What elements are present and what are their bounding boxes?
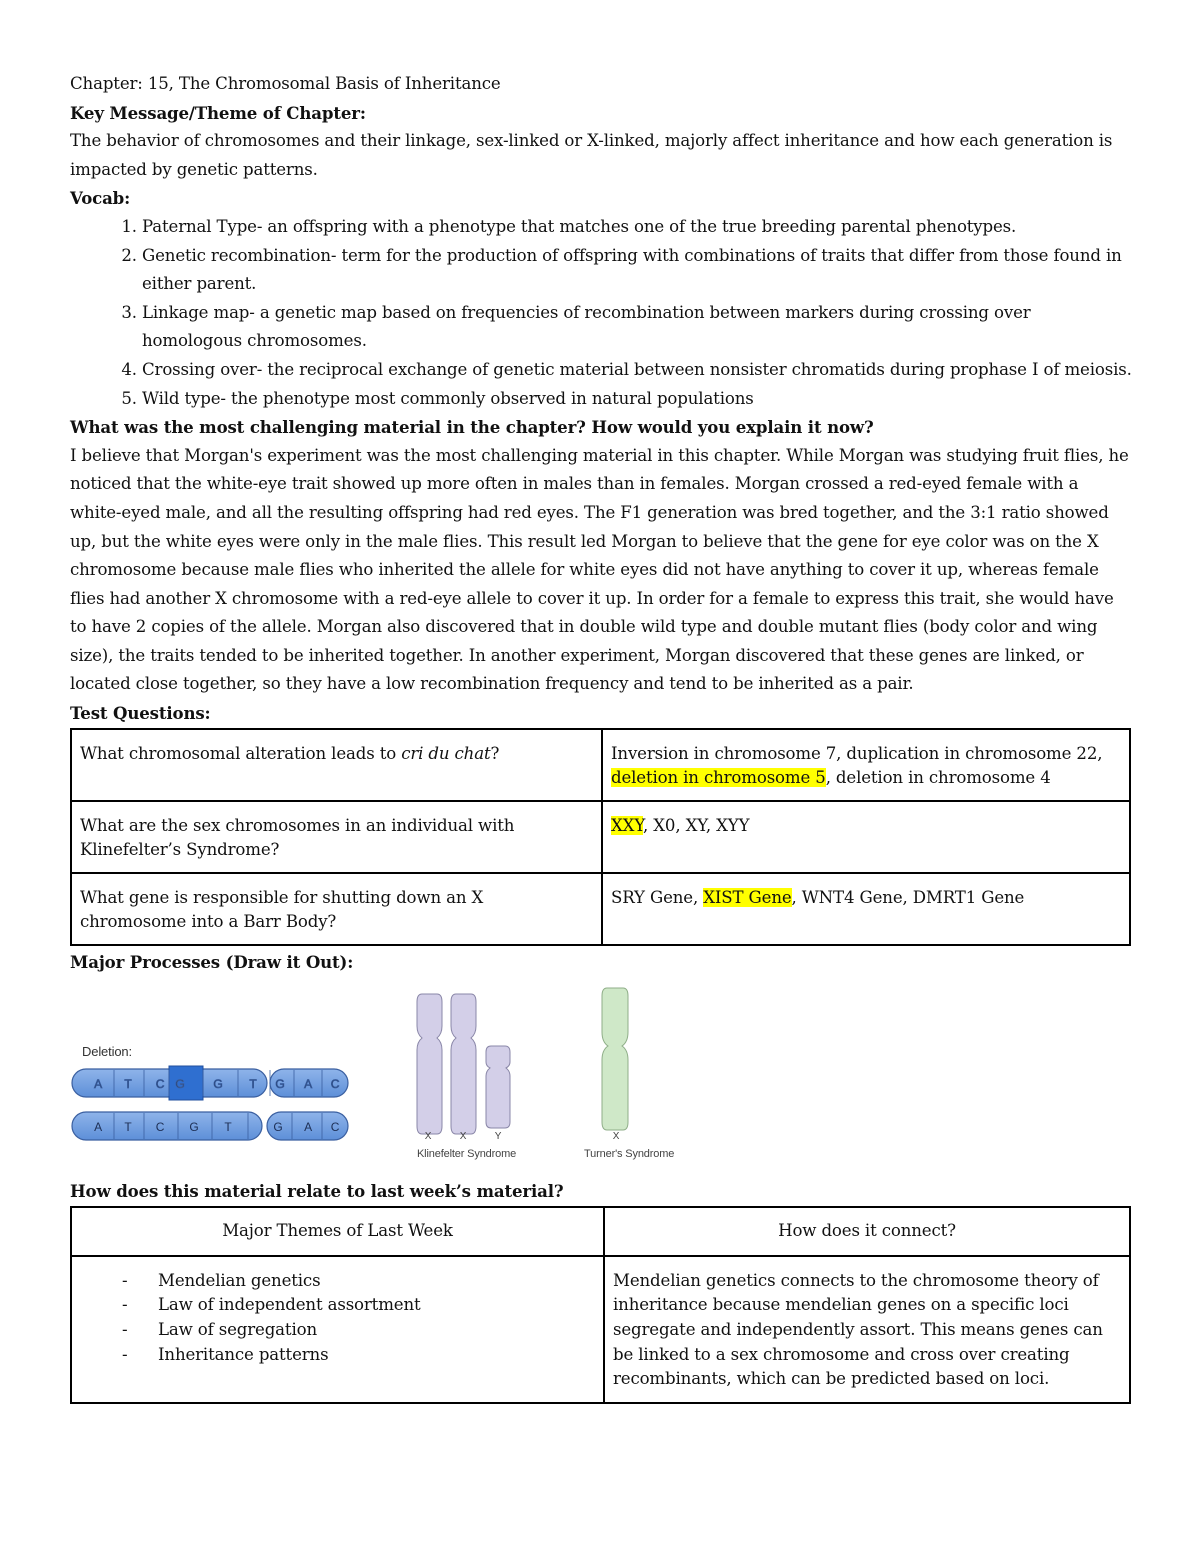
question-cell: What gene is responsible for shutting down an X chromosome into a Barr Body?	[71, 873, 602, 945]
x-label: X	[459, 1131, 467, 1143]
base-letter: C	[330, 1120, 340, 1135]
table-row	[71, 873, 1130, 945]
deleted-segment	[169, 1066, 203, 1100]
themes-list	[80, 1269, 595, 1367]
vocab-item: 5. Wild type- the phenotype most commonly observed in natural populations	[142, 385, 1132, 414]
base-letter: G	[175, 1077, 185, 1092]
base-letter: C	[155, 1120, 165, 1135]
vocab-item: 3. Linkage map- a genetic map based on frequencies of recombination between markers during crossing over homologous chromosomes.	[142, 299, 1132, 356]
challenge-heading: What was the most challenging material in the chapter? How would you explain it now?	[70, 417, 874, 438]
table-row	[71, 801, 1130, 873]
column-header: Major Themes of Last Week	[71, 1207, 604, 1256]
relation-heading: How does this material relate to last week’s material?	[70, 1181, 564, 1202]
base-letter: C	[155, 1077, 165, 1092]
table-row	[71, 1256, 1130, 1403]
list-item: - Mendelian genetics	[122, 1269, 595, 1294]
x-chromosome	[451, 994, 476, 1134]
deletion-label: Deletion:	[82, 1044, 132, 1060]
key-message-heading: Key Message/Theme of Chapter:	[70, 102, 366, 123]
processes-figures	[70, 976, 1132, 1181]
question-text: ?	[490, 743, 500, 763]
deletion-row-original	[72, 1066, 348, 1100]
base-letter: C	[330, 1077, 340, 1092]
vocab-heading: Vocab:	[70, 188, 131, 209]
question-cell: What are the sex chromosomes in an individual with Klinefelter’s Syndrome?	[71, 801, 602, 873]
x-label: X	[424, 1131, 432, 1143]
y-chromosome	[486, 1046, 510, 1128]
process-diagrams	[70, 976, 710, 1176]
klinefelter-caption: Klinefelter Syndrome	[417, 1148, 517, 1161]
answer-text: , deletion in chromosome 4	[825, 767, 1051, 787]
list-item: - Inheritance patterns	[122, 1343, 595, 1368]
answer-text: , WNT4 Gene, DMRT1 Gene	[791, 887, 1025, 907]
challenge-text: I believe that Morgan's experiment was the most challenging material in this chapter. While Morgan was studying fruit flies, he noticed that the white-eye trait showed up more often in males than in females. Morgan crossed a red-eyed female with a white-eyed male, and all the resulting offspring had red eyes. The F1 generation was bred together, and the 3:1 ratio showed up, but the white eyes were only in the male flies. This result led Morgan to believe that the gene for eye color was on the X chromosome because male flies who inherited the allele for white eyes did not have anything to cover it up, whereas female flies had another X chromosome with a red-eye allele to cover it up. In order for a female to express this trait, she would have to have 2 copies of the allele. Morgan also discovered that in double wild type and double mutant flies (body color and wing size), the traits tended to be inherited together. In another experiment, Morgan discovered that these genes are linked, or located close together, so they have a low recombination frequency and tend to be inherited as a pair.	[70, 445, 1129, 694]
base-letter: T	[124, 1077, 132, 1092]
correct-answer-highlight: XXY	[611, 815, 643, 835]
answer-cell	[602, 873, 1130, 945]
base-letter: G	[273, 1120, 283, 1135]
deletion-row-result	[72, 1112, 348, 1140]
question-cell	[71, 729, 602, 801]
base-letter: A	[94, 1077, 102, 1092]
base-letter: A	[94, 1120, 102, 1135]
answer-text: , X0, XY, XYY	[643, 815, 750, 835]
column-header: How does it connect?	[604, 1207, 1130, 1256]
base-letter: G	[275, 1077, 285, 1092]
list-item: - Law of segregation	[122, 1318, 595, 1343]
x-chromosome	[417, 994, 442, 1134]
themes-cell	[71, 1256, 604, 1403]
answer-text: Inversion in chromosome 7, duplication in chromosome 22,	[611, 743, 1103, 763]
base-letter: A	[304, 1120, 312, 1135]
test-questions-heading: Test Questions:	[70, 703, 211, 724]
answer-cell	[602, 729, 1130, 801]
processes-heading: Major Processes (Draw it Out):	[70, 951, 354, 972]
document-page	[70, 70, 1132, 1404]
base-letter: G	[189, 1120, 199, 1135]
base-letter: T	[124, 1120, 132, 1135]
key-message-text: The behavior of chromosomes and their linkage, sex-linked or X-linked, majorly affect inheritance and how each generation is impacted by genetic patterns.	[70, 131, 1113, 179]
table-row	[71, 729, 1130, 801]
vocab-item: 2. Genetic recombination- term for the production of offspring with combinations of traits that differ from those found in either parent.	[142, 242, 1132, 299]
question-emphasis: cri du chat	[401, 743, 491, 763]
base-letter: A	[304, 1077, 312, 1092]
vocab-item: 4. Crossing over- the reciprocal exchange of genetic material between nonsister chromatids during prophase I of meiosis.	[142, 356, 1132, 385]
correct-answer-highlight: XIST Gene	[703, 887, 792, 907]
vocab-item: 1. Paternal Type- an offspring with a phenotype that matches one of the true breeding parental phenotypes.	[142, 213, 1132, 242]
base-letter: T	[249, 1077, 257, 1092]
vocab-list	[70, 213, 1132, 413]
table-header-row	[71, 1207, 1130, 1256]
turner-x-label: X	[612, 1131, 620, 1143]
turner-x-chromosome	[602, 988, 628, 1130]
chapter-title: Chapter: 15, The Chromosomal Basis of Inheritance	[70, 74, 501, 93]
correct-answer-highlight: deletion in chromosome 5	[611, 767, 826, 787]
list-item: - Law of independent assortment	[122, 1293, 595, 1318]
relation-table	[70, 1206, 1131, 1404]
y-label: Y	[494, 1131, 502, 1143]
answer-text: SRY Gene,	[611, 887, 704, 907]
base-letter: T	[224, 1120, 232, 1135]
test-questions-table	[70, 728, 1131, 946]
connection-cell: Mendelian genetics connects to the chromosome theory of inheritance because mendelian genes on a specific loci segregate and independently assort. This means genes can be linked to a sex chromosome and cross over creating recombinants, which can be predicted based on loci.	[604, 1256, 1130, 1403]
base-letter: G	[213, 1077, 223, 1092]
turner-caption: Turner's Syndrome	[584, 1148, 675, 1161]
klinefelter-karyotype	[417, 994, 510, 1134]
answer-cell	[602, 801, 1130, 873]
question-text: What chromosomal alteration leads to	[80, 743, 402, 763]
